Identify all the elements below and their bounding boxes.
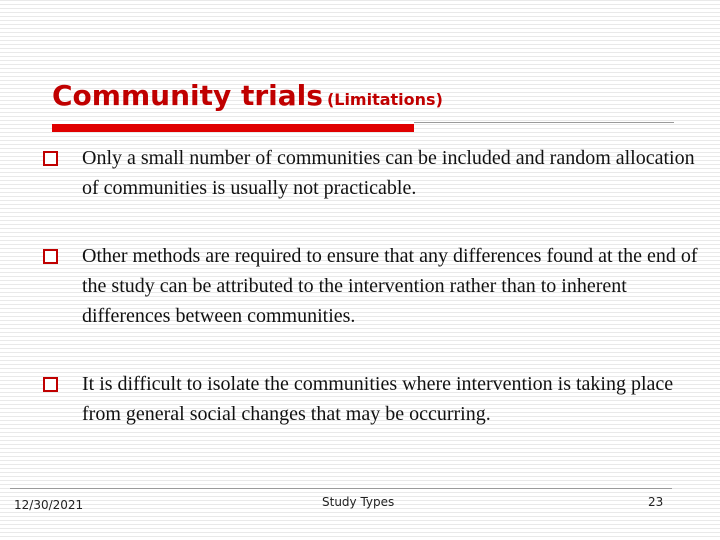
- title-subtitle: (Limitations): [326, 90, 443, 109]
- bullet-text: It is difficult to isolate the communities where intervention is taking place from general social changes that may be occurring.: [82, 373, 674, 425]
- hollow-square-bullet-icon: [43, 377, 58, 392]
- title-main: Community trials: [52, 79, 323, 112]
- bullet-item: [38, 241, 708, 331]
- bullet-text: Only a small number of communities can be included and random allocation of communities is usually not practicable.: [82, 147, 695, 199]
- slide-number: 23: [648, 495, 664, 509]
- footer-title: Study Types: [322, 495, 395, 509]
- footer-divider: [10, 488, 672, 489]
- slide-title: [52, 74, 443, 120]
- bullet-text: Other methods are required to ensure that any differences found at the end of the study can be attributed to the intervention rather than to inherent differences between communities.: [82, 245, 698, 327]
- footer-date: 12/30/2021: [14, 498, 84, 512]
- bullet-item: [38, 369, 708, 429]
- hollow-square-bullet-icon: [43, 151, 58, 166]
- hollow-square-bullet-icon: [43, 249, 58, 264]
- title-underline-accent: [52, 124, 414, 132]
- title-underline-rule: [414, 122, 674, 123]
- bullet-item: [38, 143, 708, 203]
- bullet-list: [38, 143, 708, 429]
